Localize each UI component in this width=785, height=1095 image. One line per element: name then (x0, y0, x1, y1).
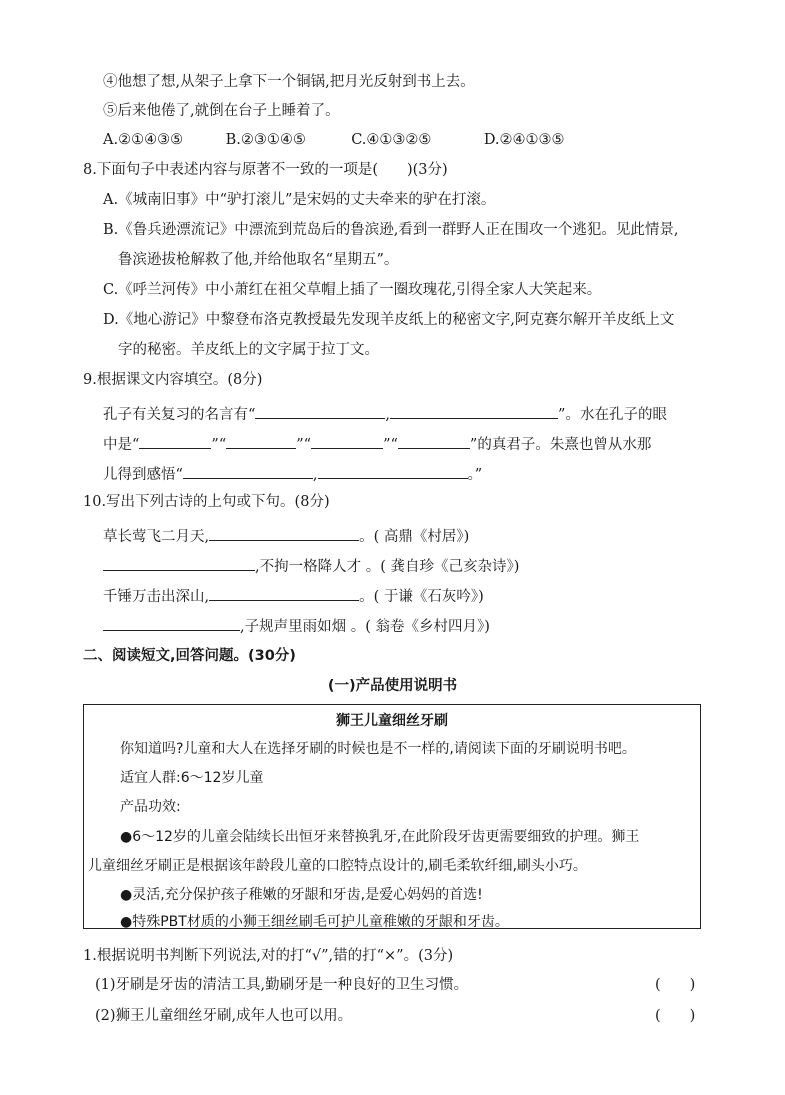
box-line-1: 你知道吗?儿童和大人在选择牙刷的时候也是不一样的,请阅读下面的牙刷说明书吧。 (120, 741, 636, 757)
box-line-4: ●6～12岁的儿童会陆续长出恒牙来替换乳牙,在此阶段牙齿更需要细致的护理。狮王 (120, 829, 640, 845)
q8-option-a: A.《城南旧事》中“驴打滚儿”是宋妈的丈夫牵来的驴在打滚。 (103, 192, 496, 208)
q9-l1-text-a: 孔子有关复习的名言有“ (103, 407, 256, 423)
r1-stem: 1.根据说明书判断下列说法,对的打“√”,错的打“×”。(3分) (83, 948, 454, 964)
q9-blank-2[interactable] (390, 402, 558, 419)
q9-l3-text-c: 。” (467, 467, 483, 483)
box-line-7: ●特殊PBT材质的小狮王细丝刷毛可护儿童稚嫩的牙龈和牙齿。 (120, 914, 509, 930)
q10-p3-source: 。( 于谦《石灰吟》) (359, 589, 484, 605)
r1-answer-1[interactable]: ( ) (655, 977, 696, 993)
section2-subheading: (一)产品使用说明书 (327, 678, 458, 694)
q10-p1-source: 。( 高鼎《村居》) (359, 529, 470, 545)
q7-option-b: B.②③①④⑤ (225, 132, 306, 148)
q10-poem-1 (103, 524, 469, 547)
r1-answer-2[interactable]: ( ) (655, 1008, 696, 1024)
q8-option-b-line1: B.《鲁兵逊漂流记》中漂流到荒岛后的鲁滨逊,看到一群野人正在围攻一个逃犯。见此情景, (103, 222, 679, 238)
q10-poem-3 (103, 584, 484, 607)
r1-statement-2: (2)狮王儿童细丝牙刷,成年人也可以用。 (95, 1008, 353, 1024)
q9-stem: 9.根据课文内容填空。(8分) (83, 372, 263, 388)
box-line-6: ●灵活,充分保护孩子稚嫩的牙龈和牙齿,是爱心妈妈的首选! (120, 887, 483, 903)
q9-l2-quote-3: ”“ (383, 437, 398, 453)
q8-option-d-line1: D.《地心游记》中黎登布洛克教授最先发现羊皮纸上的秘密文字,阿克赛尔解开羊皮纸上文 (103, 312, 675, 328)
q10-blank-3[interactable] (209, 584, 359, 601)
r1-statement-1: (1)牙刷是牙齿的清洁工具,勤刷牙是一种良好的卫生习惯。 (95, 977, 469, 993)
q10-p4-given: ,子规声里雨如烟 。( 翁卷《乡村四月》) (240, 619, 490, 635)
q9-line3 (103, 462, 482, 485)
q9-l2-quote-1: ”“ (211, 437, 227, 453)
q10-poem-4 (103, 614, 490, 637)
q7-option-c: C.④①③②⑤ (351, 132, 432, 148)
q10-stem: 10.写出下列古诗的上句或下句。(8分) (83, 494, 330, 510)
q9-blank-6[interactable] (398, 432, 470, 449)
q7-options (103, 130, 565, 150)
q9-blank-3[interactable] (139, 432, 211, 449)
instruction-box (83, 704, 701, 929)
q8-stem: 8.下面句子中表述内容与原著不一致的一项是( )(3分) (83, 162, 448, 178)
q9-line2 (103, 432, 651, 455)
q9-l1-text-c: ”。水在孔子的眼 (558, 407, 667, 423)
q8-option-b-line2: 鲁滨逊拔枪解救了他,并给他取名“星期五”。 (118, 252, 399, 268)
q7-item-4: ④他想了想,从架子上拿下一个铜锅,把月光反射到书上去。 (103, 74, 475, 90)
q9-blank-8[interactable] (318, 462, 468, 479)
q9-l2-text-a: 中是“ (103, 437, 140, 453)
q7-item-5: ⑤后来他倦了,就倒在台子上睡着了。 (103, 103, 340, 119)
q7-option-a: A.②①④③⑤ (103, 132, 184, 148)
q7-option-d: D.②④①③⑤ (483, 132, 565, 148)
q10-poem-2 (103, 554, 519, 577)
q8-option-c: C.《呼兰河传》中小萧红在祖父草帽上插了一圈玫瑰花,引得全家人大笑起来。 (103, 282, 602, 298)
q9-l3-text-a: 儿得到感悟“ (103, 467, 183, 483)
q10-p2-given: ,不拘一格降人才 。( 龚自珍《己亥杂诗》) (255, 559, 520, 575)
q9-l3-comma: , (312, 467, 318, 483)
box-line-3: 产品功效: (120, 799, 181, 815)
q10-p3-given: 千锤万击出深山, (103, 589, 210, 605)
box-line-5: 儿童细丝牙刷正是根据该年龄段儿童的口腔特点设计的,刷毛柔软纤细,刷头小巧。 (88, 858, 587, 874)
q9-blank-5[interactable] (311, 432, 383, 449)
q10-blank-2[interactable] (103, 554, 255, 571)
q9-blank-1[interactable] (255, 402, 385, 419)
box-line-2: 适宜人群:6～12岁儿童 (120, 770, 264, 786)
box-title: 狮王儿童细丝牙刷 (336, 713, 448, 729)
q9-line1 (103, 402, 667, 425)
q9-blank-7[interactable] (183, 462, 313, 479)
section2-heading: 二、阅读短文,回答问题。(30分) (83, 648, 296, 664)
q8-option-d-line2: 字的秘密。羊皮纸上的文字属于拉丁文。 (118, 342, 379, 358)
q10-blank-4[interactable] (103, 614, 240, 631)
q10-blank-1[interactable] (209, 524, 359, 541)
q9-l1-comma: , (385, 407, 391, 423)
q9-l2-text-c: ”的真君子。朱熹也曾从水那 (469, 437, 652, 453)
q10-p1-given: 草长莺飞二月天, (103, 529, 210, 545)
q9-blank-4[interactable] (226, 432, 296, 449)
q9-l2-quote-2: ”“ (296, 437, 312, 453)
